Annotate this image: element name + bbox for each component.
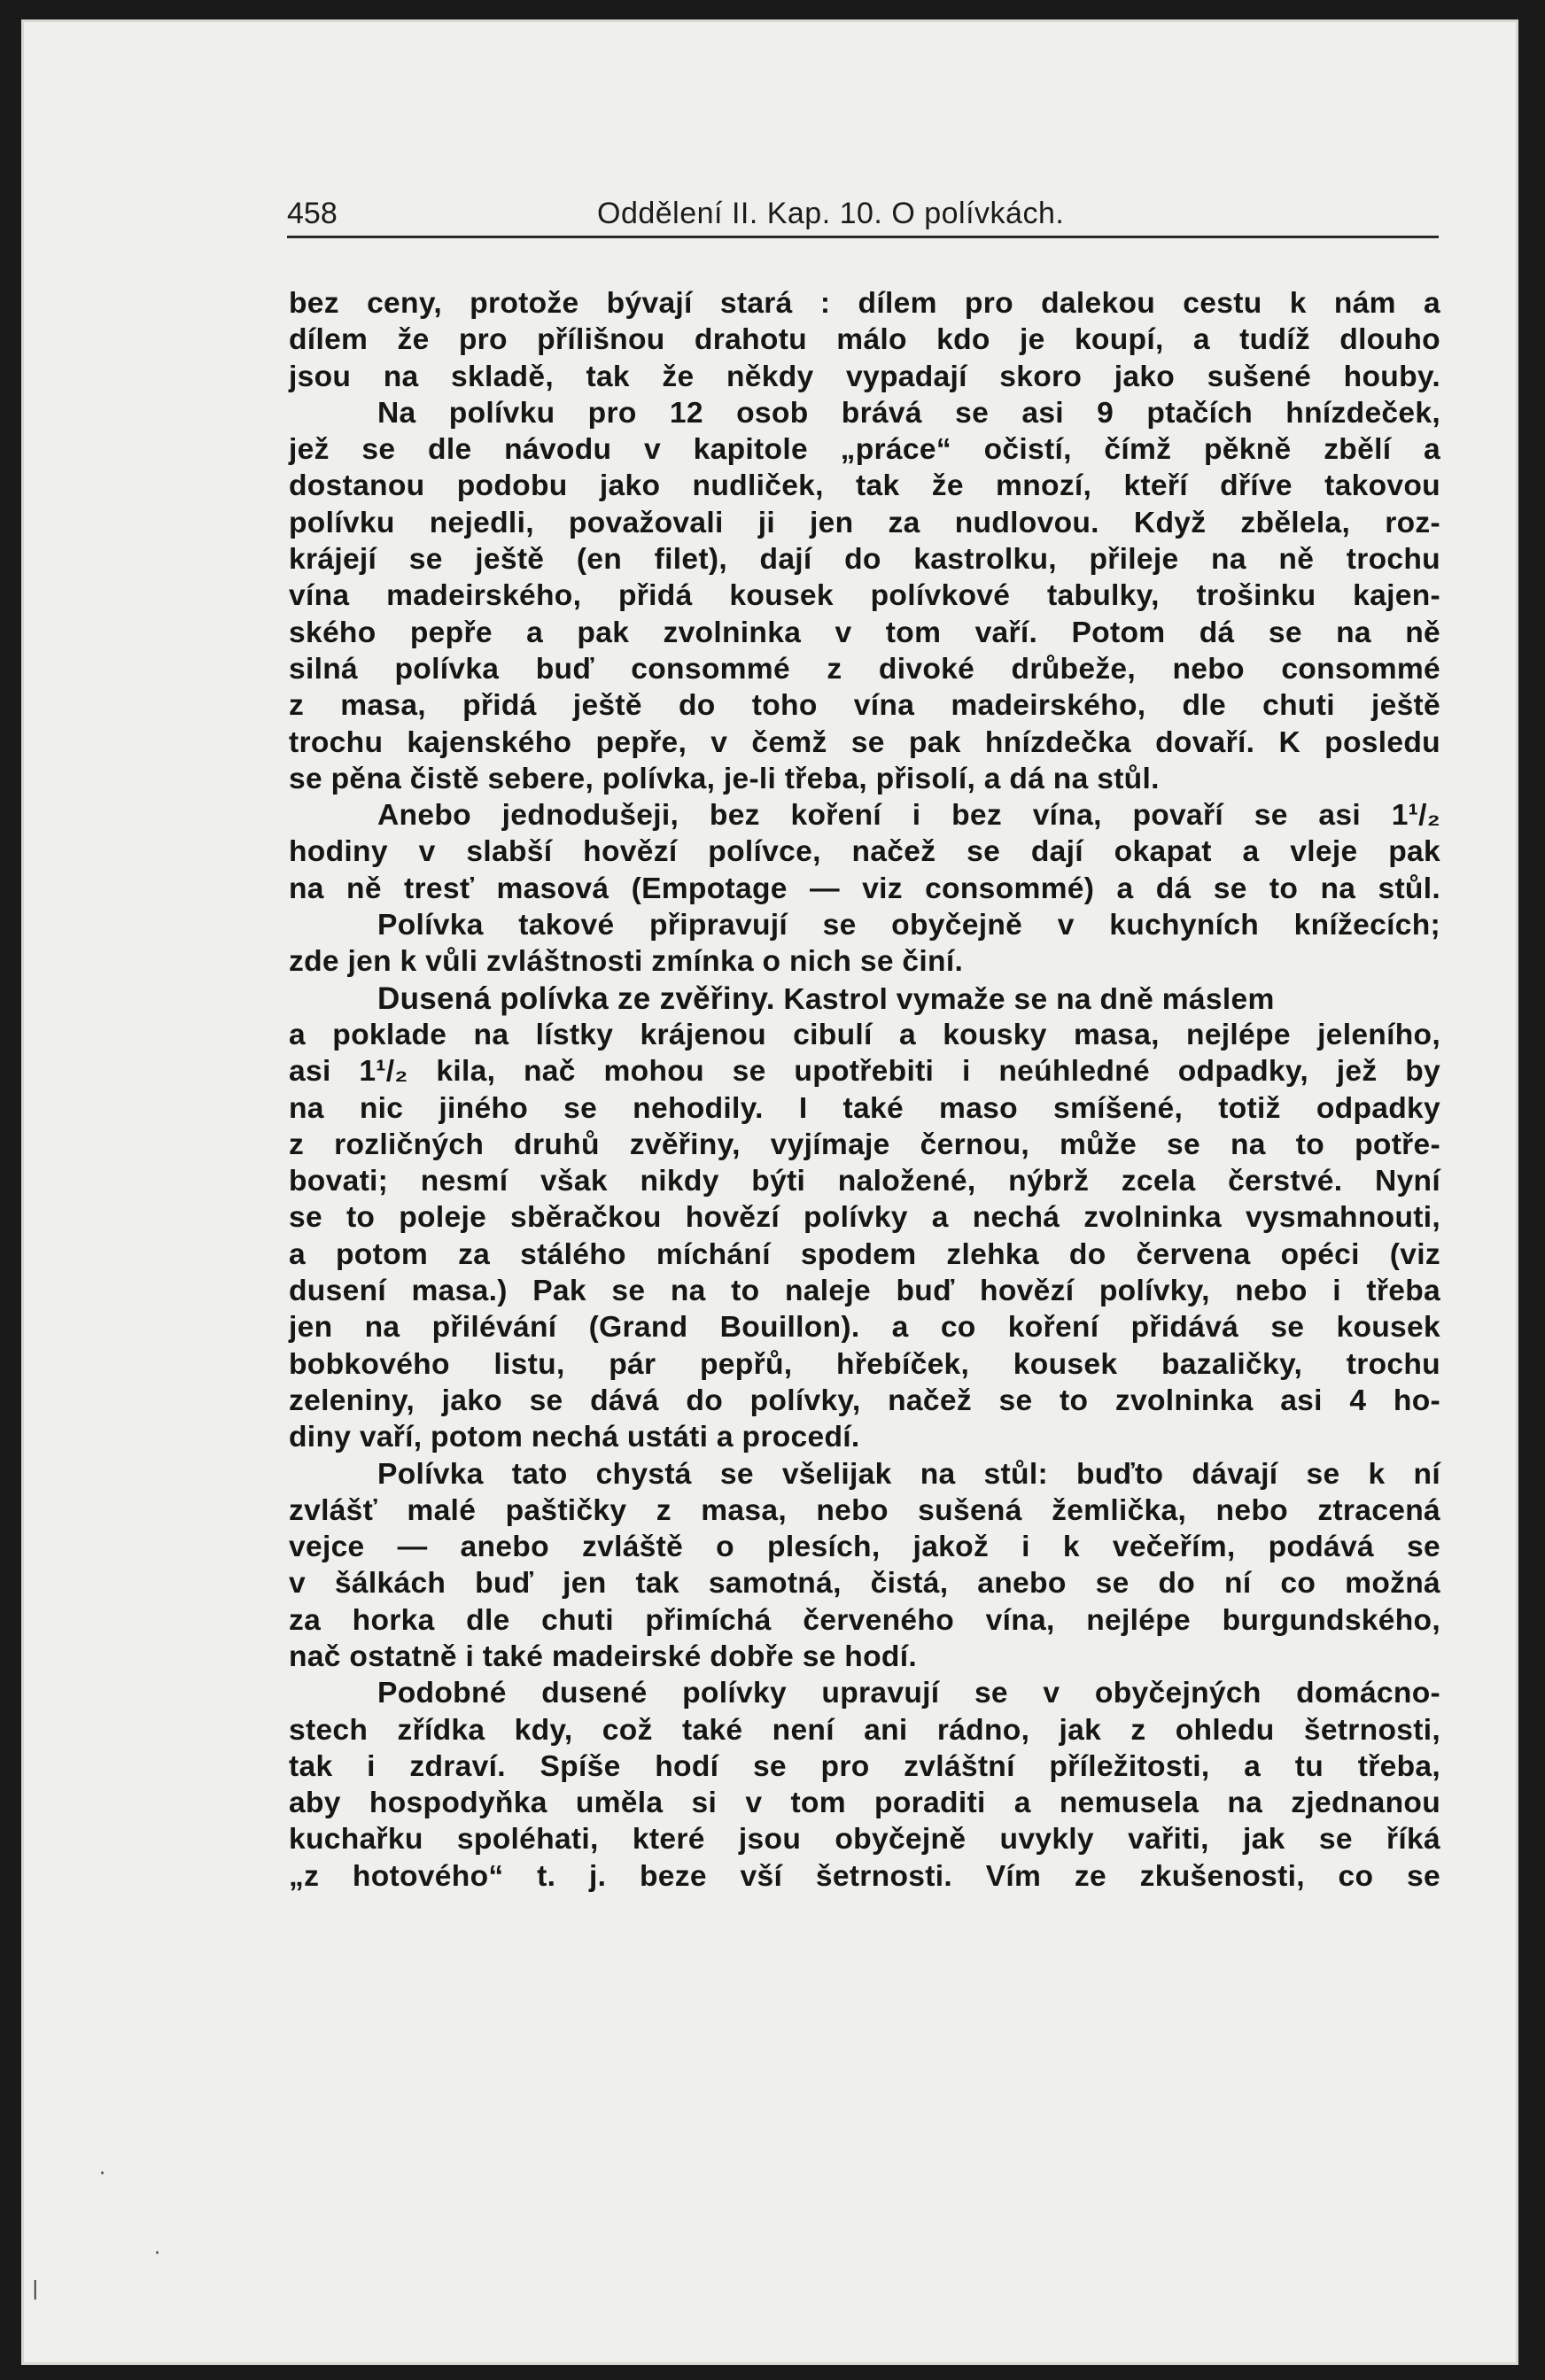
text-line: „z hotového“ t. j. beze vší šetrnosti. Vím ze zkušenosti, co se <box>289 1859 1440 1893</box>
paragraph <box>289 797 1440 907</box>
scan-speck: · <box>154 2243 160 2265</box>
text-line: aby hospodyňka uměla si v tom poraditi a nemusela na zjednanou <box>289 1787 1440 1820</box>
text-line: zvlášť malé paštičky z masa, nebo sušená žemlička, nebo ztracená <box>289 1493 1440 1527</box>
text-line: vejce — anebo zvláště o plesích, jakož i k večeřím, podává se <box>289 1531 1440 1564</box>
text-line: ského pepře a pak zvolninka v tom vaří. Potom dá se na ně <box>289 616 1440 649</box>
text-line: Anebo jednodušeji, bez koření i bez vína, povaří se asi 1¹/₂ <box>377 799 1440 833</box>
paragraph <box>289 1456 1440 1676</box>
text-line: z masa, přidá ještě do toho vína madeirského, dle chuti ještě <box>289 689 1440 723</box>
text-line: asi 1¹/₂ kila, nač mohou se upotřebiti i neúhledné odpadky, jež by <box>289 1055 1440 1089</box>
text-line: se to poleje sběračkou hovězí polívky a nechá zvolninka vysmahnouti, <box>289 1201 1440 1235</box>
text-line: polívku nejedli, považovali ji jen za nudlovou. Když zbělela, roz- <box>289 506 1440 539</box>
running-title: Oddělení II. Kap. 10. O polívkách. <box>597 197 1065 230</box>
text-line: a potom za stálého míchání spodem zlehka do červena opéci (viz <box>289 1237 1440 1271</box>
header-rule <box>287 236 1439 238</box>
text-line: diny vaří, potom nechá ustáti a procedí. <box>289 1421 860 1454</box>
text-line: zeleniny, jako se dává do polívky, načež se to zvolninka asi 4 ho- <box>289 1384 1440 1417</box>
text-line <box>289 981 1440 1017</box>
text-line: Podobné dusené polívky upravují se v obyčejných domácno- <box>377 1677 1440 1710</box>
text-line: z rozličných druhů zvěřiny, vyjímaje černou, může se na to potře- <box>289 1128 1440 1161</box>
text-line: zde jen k vůli zvláštnosti zmínka o nich se činí. <box>289 945 964 979</box>
paragraph <box>289 1675 1440 1895</box>
text-line: Polívka takové připravují se obyčejně v kuchyních knížecích; <box>377 909 1440 942</box>
text-line: stech zřídka kdy, což také není ani rádno, jak z ohledu šetrnosti, <box>289 1713 1440 1747</box>
text-line: vína madeirského, přidá kousek polívkové tabulky, trošinku kajen- <box>289 579 1440 613</box>
text-line: nač ostatně i také madeirské dobře se hodí. <box>289 1640 917 1673</box>
text-line: bobkového listu, pár pepřů, hřebíček, kousek bazaličky, trochu <box>289 1347 1440 1381</box>
text-line: v šálkách buď jen tak samotná, čistá, anebo se do ní co možná <box>289 1567 1440 1601</box>
text-line: za horka dle chuti přimíchá červeného vína, nejlépe burgundského, <box>289 1603 1440 1637</box>
scan-speck: · <box>99 2163 105 2185</box>
book-page <box>21 19 1518 2365</box>
text-run: Kastrol vymaže se na dně máslem <box>774 982 1275 1016</box>
text-line: hodiny v slabší hovězí polívce, načež se dají okapat a vleje pak <box>289 835 1440 869</box>
text-line: Na polívku pro 12 osob brává se asi 9 ptačích hnízdeček, <box>377 396 1440 430</box>
text-line: bez ceny, protože bývají stará : dílem pro dalekou cestu k nám a <box>289 287 1440 320</box>
text-line: bovati; nesmí však nikdy býti naložené, nýbrž zcela čerstvé. Nyní <box>289 1165 1440 1198</box>
paragraph <box>289 981 1440 1456</box>
text-line: jen na přilévání (Grand Bouillon). a co koření přidává se kousek <box>289 1311 1440 1345</box>
page-number: 458 <box>287 197 338 230</box>
text-line: a poklade na lístky krájenou cibulí a kousky masa, nejlépe jeleního, <box>289 1018 1440 1051</box>
text-line: trochu kajenského pepře, v čemž se pak hnízdečka dovaří. K posledu <box>289 725 1440 759</box>
text-line: tak i zdraví. Spíše hodí se pro zvláštní příležitosti, a tu třeba, <box>289 1749 1440 1783</box>
paragraph <box>289 395 1440 797</box>
scan-speck: | <box>32 2278 39 2300</box>
text-line: na nic jiného se nehodily. I také maso smíšené, totiž odpadky <box>289 1091 1440 1125</box>
section-heading: Dusená polívka ze zvěřiny. <box>377 981 775 1016</box>
paragraph <box>289 907 1440 981</box>
text-line: silná polívka buď consommé z divoké drůbeže, nebo consommé <box>289 652 1440 686</box>
text-line: jež se dle návodu v kapitole „práce“ očistí, čímž pěkně zbělí a <box>289 433 1440 467</box>
text-line: jsou na skladě, tak že někdy vypadají skoro jako sušené houby. <box>289 360 1440 393</box>
text-line: na ně tresť masová (Empotage — viz consommé) a dá se to na stůl. <box>289 872 1440 905</box>
text-line: kuchařku spoléhati, které jsou obyčejně uvykly vařiti, jak se říká <box>289 1823 1440 1857</box>
running-header <box>287 197 1439 236</box>
paragraph <box>289 285 1440 395</box>
page-body <box>289 285 1440 1895</box>
text-line: dostanou podobu jako nudliček, tak že mnozí, kteří dříve takovou <box>289 469 1440 503</box>
text-line: dílem že pro přílišnou drahotu málo kdo je koupí, a tudíž dlouho <box>289 323 1440 357</box>
text-line: dusení masa.) Pak se na to naleje buď hovězí polívky, nebo i třeba <box>289 1275 1440 1308</box>
text-line: Polívka tato chystá se všelijak na stůl: buďto dávají se k ní <box>377 1457 1440 1491</box>
text-line: krájejí se ještě (en filet), dají do kastrolku, přileje na ně trochu <box>289 543 1440 577</box>
text-line: se pěna čistě sebere, polívka, je-li třeba, přisolí, a dá na stůl. <box>289 762 1160 795</box>
